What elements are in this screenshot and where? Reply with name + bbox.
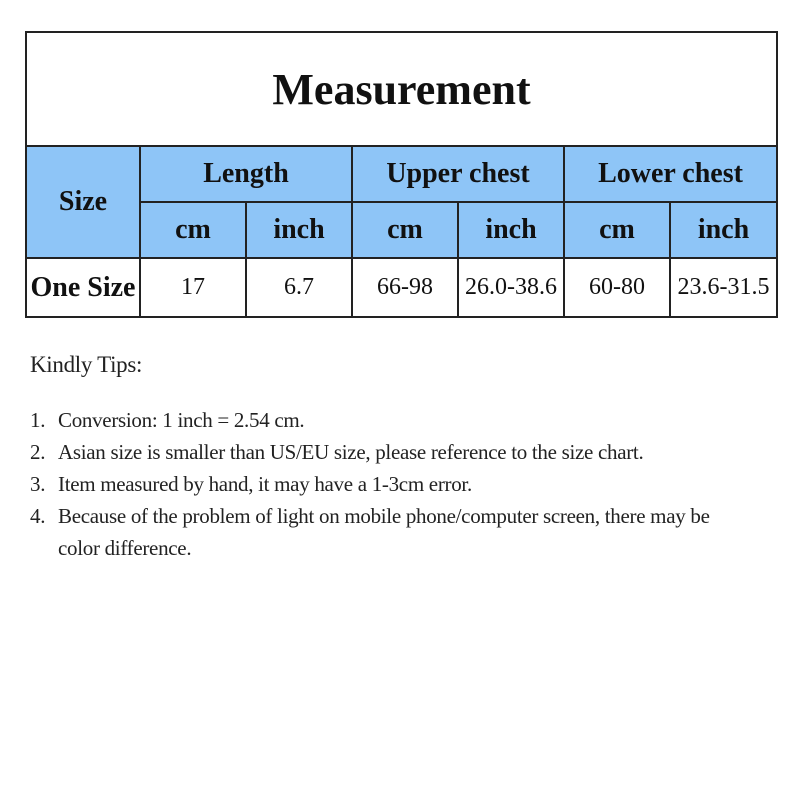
list-item bbox=[30, 404, 750, 436]
tip-text: Conversion: 1 inch = 2.54 cm. bbox=[58, 408, 305, 432]
length-cm-cell: 17 bbox=[140, 258, 246, 317]
lower-chest-inch-cell: 23.6-31.5 bbox=[670, 258, 777, 317]
tip-text: Because of the problem of light on mobile phone/computer screen, there may be color difference. bbox=[58, 504, 710, 560]
tips-list bbox=[30, 404, 750, 564]
upper-chest-cm-cell: 66-98 bbox=[352, 258, 458, 317]
tip-text: Item measured by hand, it may have a 1-3cm error. bbox=[58, 472, 472, 496]
size-column-header: Size bbox=[26, 146, 140, 258]
list-item bbox=[30, 436, 750, 468]
tip-number: 1. bbox=[30, 408, 46, 432]
lower-chest-cm-header: cm bbox=[564, 202, 670, 258]
length-inch-header: inch bbox=[246, 202, 352, 258]
length-cm-header: cm bbox=[140, 202, 246, 258]
table-row bbox=[26, 258, 777, 317]
size-label-cell: One Size bbox=[26, 258, 140, 317]
tip-number: 3. bbox=[30, 472, 46, 496]
upper-chest-group-header: Upper chest bbox=[352, 146, 564, 202]
upper-chest-inch-header: inch bbox=[458, 202, 564, 258]
tips-heading: Kindly Tips: bbox=[30, 352, 143, 377]
tip-number: 2. bbox=[30, 440, 46, 464]
lower-chest-cm-cell: 60-80 bbox=[564, 258, 670, 317]
list-item bbox=[30, 468, 750, 500]
list-item bbox=[30, 500, 750, 564]
lower-chest-group-header: Lower chest bbox=[564, 146, 777, 202]
upper-chest-cm-header: cm bbox=[352, 202, 458, 258]
length-group-header: Length bbox=[140, 146, 352, 202]
length-inch-cell: 6.7 bbox=[246, 258, 352, 317]
tip-number: 4. bbox=[30, 504, 46, 528]
measurement-table bbox=[25, 31, 778, 318]
tips-section bbox=[30, 352, 750, 564]
lower-chest-inch-header: inch bbox=[670, 202, 777, 258]
table-title: Measurement bbox=[26, 32, 777, 146]
tip-text: Asian size is smaller than US/EU size, please reference to the size chart. bbox=[58, 440, 644, 464]
upper-chest-inch-cell: 26.0-38.6 bbox=[458, 258, 564, 317]
